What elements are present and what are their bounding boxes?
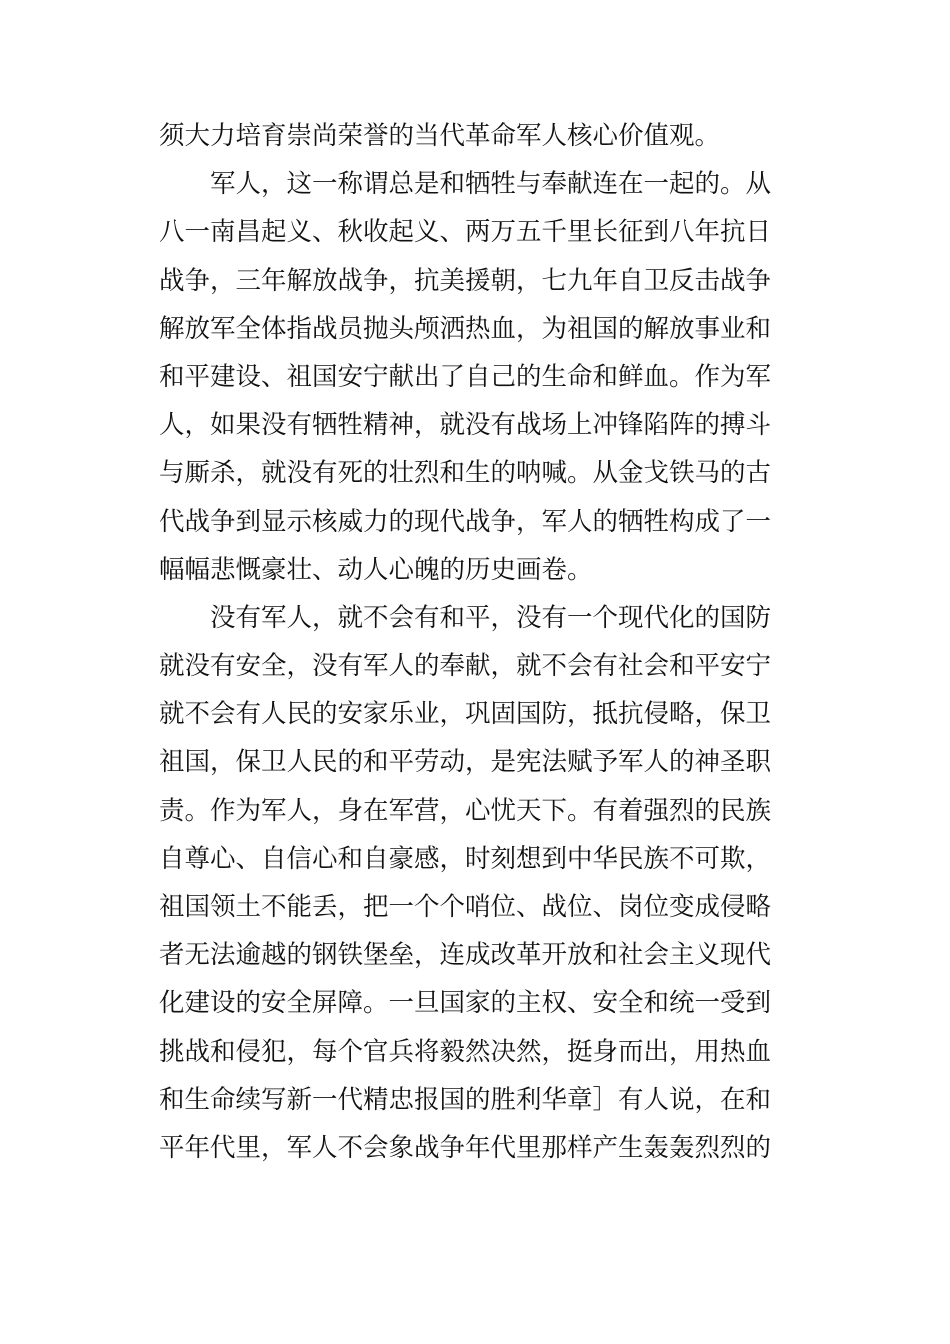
text-line: 和生命续写新一代精忠报国的胜利华章］有人说，在和: [159, 1084, 772, 1115]
text-line: 幅幅悲慨豪壮、动人心魄的历史画卷。: [159, 554, 593, 585]
text-line: 平年代里，军人不会象战争年代里那样产生轰轰烈烈的: [159, 1132, 772, 1163]
text-line: 挑战和侵犯，每个官兵将毅然决然，挺身而出，用热血: [159, 1036, 772, 1067]
text-line: 八一南昌起义、秋收起义、两万五千里长征到八年抗日: [159, 217, 772, 248]
text-line: 就不会有人民的安家乐业，巩固国防，抵抗侵略，保卫: [159, 699, 772, 730]
text-line: 与厮杀，就没有死的壮烈和生的呐喊。从金戈铁马的古: [159, 458, 772, 489]
text-line: 化建设的安全屏障。一旦国家的主权、安全和统一受到: [159, 988, 772, 1019]
text-line: 须大力培育崇尚荣誉的当代革命军人核心价值观。: [159, 121, 721, 151]
text-line: 代战争到显示核威力的现代战争，军人的牺牲构成了一: [159, 506, 772, 537]
paragraph-start-line: 军人，这一称谓总是和牺牲与奉献连在一起的。从: [210, 169, 772, 200]
text-line: 解放军全体指战员抛头颅洒热血，为祖国的解放事业和: [159, 313, 772, 344]
text-line: 责。作为军人，身在军营，心忧天下。有着强烈的民族: [159, 795, 772, 826]
text-line: 者无法逾越的钢铁堡垒，连成改革开放和社会主义现代: [159, 940, 772, 971]
paragraph-start-line: 没有军人，就不会有和平，没有一个现代化的国防: [210, 602, 772, 633]
text-line: 祖国，保卫人民的和平劳动，是宪法赋予军人的神圣职: [159, 747, 772, 778]
body-text: [159, 112, 779, 1172]
text-line: 和平建设、祖国安宁献出了自己的生命和鲜血。作为军: [159, 361, 772, 392]
text-line: 战争，三年解放战争，抗美援朝，七九年自卫反击战争: [159, 265, 772, 296]
text-line: 祖国领土不能丢，把一个个哨位、战位、岗位变成侵略: [159, 892, 772, 922]
text-line: 人，如果没有牺牲精神，就没有战场上冲锋陷阵的搏斗: [159, 410, 772, 441]
text-line: 自尊心、自信心和自豪感，时刻想到中华民族不可欺，: [159, 843, 772, 874]
text-line: 就没有安全，没有军人的奉献，就不会有社会和平安宁: [159, 651, 772, 682]
